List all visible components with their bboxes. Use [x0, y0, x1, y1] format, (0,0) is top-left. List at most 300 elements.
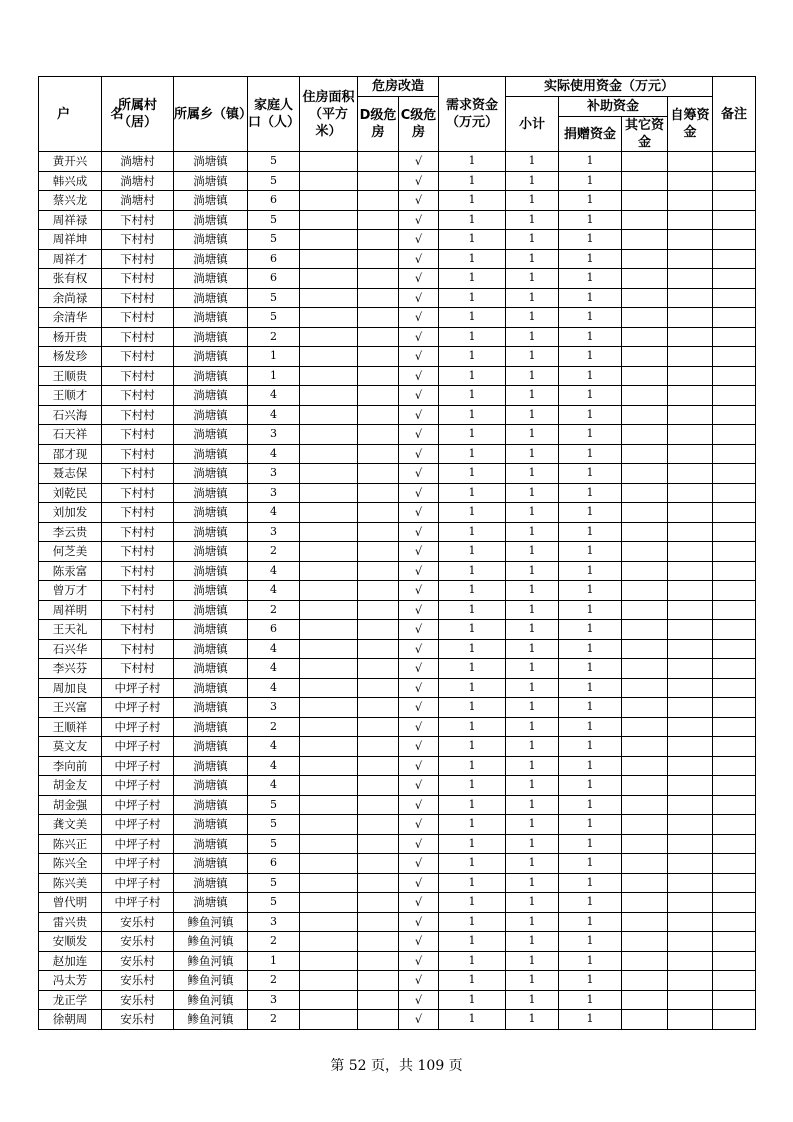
cell-donation: 1 [559, 620, 622, 640]
cell-subtotal: 1 [506, 795, 559, 815]
cell-need: 1 [439, 425, 506, 445]
cell-d-class [358, 366, 399, 386]
cell-self [668, 425, 713, 445]
cell-area [300, 191, 358, 211]
cell-donation: 1 [559, 581, 622, 601]
cell-village: 中坪子村 [102, 854, 174, 874]
cell-need: 1 [439, 678, 506, 698]
cell-name: 余尚禄 [39, 288, 102, 308]
cell-name: 陈兴全 [39, 854, 102, 874]
cell-area [300, 815, 358, 835]
cell-self [668, 366, 713, 386]
table-row [39, 405, 756, 425]
cell-d-class [358, 210, 399, 230]
cell-area [300, 230, 358, 250]
table-row [39, 269, 756, 289]
table-body [39, 152, 756, 1030]
cell-area [300, 1010, 358, 1030]
cell-d-class [358, 893, 399, 913]
cell-donation: 1 [559, 230, 622, 250]
cell-population: 3 [248, 698, 300, 718]
total-pages: 109 [417, 1058, 445, 1074]
cell-village: 安乐村 [102, 1010, 174, 1030]
cell-area [300, 698, 358, 718]
cell-remark [713, 347, 756, 367]
cell-village: 下村村 [102, 659, 174, 679]
cell-subtotal: 1 [506, 932, 559, 952]
cell-name: 胡金强 [39, 795, 102, 815]
table-row [39, 600, 756, 620]
cell-village: 下村村 [102, 444, 174, 464]
cell-d-class [358, 483, 399, 503]
cell-subtotal: 1 [506, 737, 559, 757]
cell-area [300, 854, 358, 874]
cell-town: 淌塘镇 [174, 386, 248, 406]
cell-population: 6 [248, 854, 300, 874]
cell-town: 淌塘镇 [174, 269, 248, 289]
cell-subtotal: 1 [506, 483, 559, 503]
cell-subtotal: 1 [506, 542, 559, 562]
cell-need: 1 [439, 873, 506, 893]
cell-name: 周祥才 [39, 249, 102, 269]
cell-village: 下村村 [102, 269, 174, 289]
cell-other [622, 288, 668, 308]
cell-c-class: √ [399, 191, 439, 211]
cell-village: 安乐村 [102, 912, 174, 932]
cell-town: 淌塘镇 [174, 834, 248, 854]
table-row [39, 542, 756, 562]
cell-subtotal: 1 [506, 756, 559, 776]
table-row [39, 464, 756, 484]
cell-town: 淌塘镇 [174, 425, 248, 445]
cell-remark [713, 191, 756, 211]
cell-d-class [358, 347, 399, 367]
cell-population: 1 [248, 951, 300, 971]
cell-town: 淌塘镇 [174, 347, 248, 367]
cell-donation: 1 [559, 210, 622, 230]
cell-need: 1 [439, 405, 506, 425]
cell-name: 陈兴美 [39, 873, 102, 893]
cell-self [668, 951, 713, 971]
cell-other [622, 678, 668, 698]
cell-area [300, 795, 358, 815]
cell-donation: 1 [559, 542, 622, 562]
cell-population: 5 [248, 873, 300, 893]
cell-c-class: √ [399, 347, 439, 367]
page-number: 52 [348, 1058, 367, 1074]
cell-subtotal: 1 [506, 893, 559, 913]
cell-donation: 1 [559, 756, 622, 776]
cell-other [622, 152, 668, 172]
cell-town: 淌塘镇 [174, 542, 248, 562]
cell-remark [713, 152, 756, 172]
cell-remark [713, 932, 756, 952]
header-renovation: 危房改造 [358, 77, 439, 97]
cell-remark [713, 1010, 756, 1030]
cell-population: 5 [248, 210, 300, 230]
cell-town: 淌塘镇 [174, 776, 248, 796]
cell-population: 5 [248, 171, 300, 191]
header-population: 家庭人口（人） [248, 77, 300, 152]
cell-area [300, 600, 358, 620]
cell-d-class [358, 932, 399, 952]
cell-village: 中坪子村 [102, 873, 174, 893]
cell-other [622, 581, 668, 601]
cell-self [668, 776, 713, 796]
cell-other [622, 503, 668, 523]
cell-area [300, 269, 358, 289]
cell-area [300, 951, 358, 971]
cell-other [622, 737, 668, 757]
cell-need: 1 [439, 171, 506, 191]
cell-remark [713, 893, 756, 913]
cell-need: 1 [439, 932, 506, 952]
cell-c-class: √ [399, 678, 439, 698]
cell-donation: 1 [559, 503, 622, 523]
header-c-class: C级危房 [399, 97, 439, 152]
cell-subtotal: 1 [506, 620, 559, 640]
cell-village: 安乐村 [102, 990, 174, 1010]
table-row [39, 834, 756, 854]
cell-self [668, 620, 713, 640]
cell-donation: 1 [559, 386, 622, 406]
cell-self [668, 639, 713, 659]
cell-self [668, 561, 713, 581]
cell-other [622, 971, 668, 991]
cell-c-class: √ [399, 834, 439, 854]
cell-self [668, 834, 713, 854]
cell-village: 安乐村 [102, 932, 174, 952]
cell-self [668, 308, 713, 328]
cell-d-class [358, 639, 399, 659]
cell-remark [713, 776, 756, 796]
cell-other [622, 425, 668, 445]
table-row [39, 366, 756, 386]
cell-c-class: √ [399, 210, 439, 230]
cell-population: 4 [248, 737, 300, 757]
table-row [39, 581, 756, 601]
cell-remark [713, 737, 756, 757]
cell-other [622, 854, 668, 874]
table-row [39, 327, 756, 347]
cell-d-class [358, 561, 399, 581]
cell-d-class [358, 1010, 399, 1030]
cell-area [300, 737, 358, 757]
cell-area [300, 678, 358, 698]
cell-need: 1 [439, 776, 506, 796]
cell-remark [713, 542, 756, 562]
cell-need: 1 [439, 210, 506, 230]
cell-other [622, 873, 668, 893]
cell-other [622, 1010, 668, 1030]
cell-area [300, 444, 358, 464]
cell-village: 下村村 [102, 366, 174, 386]
cell-other [622, 620, 668, 640]
cell-town: 淌塘镇 [174, 737, 248, 757]
cell-self [668, 912, 713, 932]
cell-self [668, 795, 713, 815]
header-name: 户 名 [39, 77, 102, 152]
cell-town: 淌塘镇 [174, 873, 248, 893]
cell-population: 2 [248, 327, 300, 347]
cell-town: 淌塘镇 [174, 522, 248, 542]
table-row [39, 678, 756, 698]
cell-subtotal: 1 [506, 951, 559, 971]
cell-name: 安顺发 [39, 932, 102, 952]
cell-d-class [358, 834, 399, 854]
cell-village: 下村村 [102, 561, 174, 581]
table-row [39, 893, 756, 913]
cell-c-class: √ [399, 425, 439, 445]
cell-donation: 1 [559, 776, 622, 796]
cell-name: 李云贵 [39, 522, 102, 542]
cell-donation: 1 [559, 366, 622, 386]
cell-self [668, 210, 713, 230]
cell-need: 1 [439, 249, 506, 269]
cell-area [300, 308, 358, 328]
cell-d-class [358, 620, 399, 640]
cell-remark [713, 971, 756, 991]
cell-subtotal: 1 [506, 834, 559, 854]
cell-c-class: √ [399, 776, 439, 796]
cell-need: 1 [439, 717, 506, 737]
cell-area [300, 366, 358, 386]
table-row [39, 756, 756, 776]
cell-d-class [358, 191, 399, 211]
table-row [39, 717, 756, 737]
cell-subtotal: 1 [506, 678, 559, 698]
cell-area [300, 347, 358, 367]
cell-area [300, 386, 358, 406]
cell-population: 5 [248, 834, 300, 854]
cell-subtotal: 1 [506, 522, 559, 542]
cell-town: 淌塘镇 [174, 717, 248, 737]
cell-population: 5 [248, 893, 300, 913]
cell-other [622, 464, 668, 484]
cell-village: 下村村 [102, 620, 174, 640]
cell-self [668, 737, 713, 757]
cell-c-class: √ [399, 386, 439, 406]
cell-other [622, 483, 668, 503]
cell-need: 1 [439, 659, 506, 679]
cell-population: 5 [248, 815, 300, 835]
cell-name: 王天礼 [39, 620, 102, 640]
cell-c-class: √ [399, 873, 439, 893]
cell-area [300, 639, 358, 659]
cell-town: 淌塘镇 [174, 327, 248, 347]
cell-name: 雷兴贵 [39, 912, 102, 932]
header-self: 自筹资金 [668, 97, 713, 152]
cell-name: 周祥坤 [39, 230, 102, 250]
cell-remark [713, 698, 756, 718]
cell-c-class: √ [399, 893, 439, 913]
cell-other [622, 366, 668, 386]
table-row [39, 483, 756, 503]
cell-c-class: √ [399, 912, 439, 932]
cell-town: 淌塘镇 [174, 171, 248, 191]
cell-c-class: √ [399, 464, 439, 484]
cell-other [622, 210, 668, 230]
cell-town: 鲹鱼河镇 [174, 1010, 248, 1030]
cell-donation: 1 [559, 1010, 622, 1030]
cell-remark [713, 815, 756, 835]
cell-village: 下村村 [102, 210, 174, 230]
cell-donation: 1 [559, 678, 622, 698]
cell-d-class [358, 678, 399, 698]
table-row [39, 795, 756, 815]
cell-self [668, 1010, 713, 1030]
table-header [39, 77, 756, 152]
cell-d-class [358, 288, 399, 308]
cell-area [300, 776, 358, 796]
cell-self [668, 152, 713, 172]
cell-c-class: √ [399, 1010, 439, 1030]
cell-donation: 1 [559, 249, 622, 269]
cell-name: 莫文友 [39, 737, 102, 757]
cell-donation: 1 [559, 737, 622, 757]
cell-name: 刘乾民 [39, 483, 102, 503]
cell-c-class: √ [399, 932, 439, 952]
cell-town: 淌塘镇 [174, 308, 248, 328]
cell-town: 淌塘镇 [174, 483, 248, 503]
table-row [39, 873, 756, 893]
table-row [39, 171, 756, 191]
cell-need: 1 [439, 269, 506, 289]
cell-remark [713, 795, 756, 815]
cell-town: 淌塘镇 [174, 464, 248, 484]
cell-village: 下村村 [102, 581, 174, 601]
cell-donation: 1 [559, 795, 622, 815]
cell-town: 淌塘镇 [174, 210, 248, 230]
cell-remark [713, 386, 756, 406]
cell-population: 1 [248, 366, 300, 386]
cell-c-class: √ [399, 249, 439, 269]
cell-area [300, 327, 358, 347]
cell-town: 淌塘镇 [174, 288, 248, 308]
cell-c-class: √ [399, 600, 439, 620]
cell-population: 2 [248, 717, 300, 737]
cell-c-class: √ [399, 737, 439, 757]
table-row [39, 347, 756, 367]
cell-population: 2 [248, 932, 300, 952]
cell-need: 1 [439, 522, 506, 542]
cell-self [668, 191, 713, 211]
cell-need: 1 [439, 444, 506, 464]
cell-subtotal: 1 [506, 815, 559, 835]
cell-town: 淌塘镇 [174, 893, 248, 913]
cell-remark [713, 483, 756, 503]
cell-population: 4 [248, 756, 300, 776]
cell-d-class [358, 542, 399, 562]
cell-donation: 1 [559, 152, 622, 172]
table-row [39, 191, 756, 211]
cell-self [668, 269, 713, 289]
cell-subtotal: 1 [506, 581, 559, 601]
cell-village: 下村村 [102, 347, 174, 367]
cell-d-class [358, 386, 399, 406]
cell-other [622, 230, 668, 250]
cell-other [622, 639, 668, 659]
cell-village: 下村村 [102, 249, 174, 269]
cell-self [668, 230, 713, 250]
cell-area [300, 990, 358, 1010]
cell-population: 5 [248, 230, 300, 250]
cell-remark [713, 288, 756, 308]
cell-donation: 1 [559, 191, 622, 211]
cell-area [300, 581, 358, 601]
cell-remark [713, 873, 756, 893]
cell-c-class: √ [399, 717, 439, 737]
cell-self [668, 600, 713, 620]
page-footer [0, 1055, 793, 1075]
cell-remark [713, 444, 756, 464]
cell-town: 鲹鱼河镇 [174, 932, 248, 952]
cell-self [668, 717, 713, 737]
cell-d-class [358, 756, 399, 776]
cell-donation: 1 [559, 327, 622, 347]
cell-d-class [358, 327, 399, 347]
cell-d-class [358, 405, 399, 425]
cell-population: 4 [248, 678, 300, 698]
cell-town: 淌塘镇 [174, 152, 248, 172]
cell-village: 中坪子村 [102, 834, 174, 854]
cell-self [668, 893, 713, 913]
cell-need: 1 [439, 795, 506, 815]
cell-d-class [358, 522, 399, 542]
cell-self [668, 854, 713, 874]
cell-remark [713, 425, 756, 445]
cell-village: 中坪子村 [102, 893, 174, 913]
cell-town: 淌塘镇 [174, 191, 248, 211]
cell-donation: 1 [559, 698, 622, 718]
header-actual: 实际使用资金（万元） [506, 77, 713, 97]
cell-self [668, 444, 713, 464]
cell-population: 6 [248, 269, 300, 289]
cell-other [622, 893, 668, 913]
cell-subtotal: 1 [506, 308, 559, 328]
cell-need: 1 [439, 815, 506, 835]
cell-other [622, 776, 668, 796]
cell-subtotal: 1 [506, 425, 559, 445]
cell-other [622, 249, 668, 269]
cell-donation: 1 [559, 561, 622, 581]
cell-need: 1 [439, 951, 506, 971]
cell-donation: 1 [559, 717, 622, 737]
cell-area [300, 620, 358, 640]
cell-need: 1 [439, 191, 506, 211]
cell-c-class: √ [399, 522, 439, 542]
cell-name: 石兴海 [39, 405, 102, 425]
cell-self [668, 815, 713, 835]
cell-name: 邵才现 [39, 444, 102, 464]
table-row [39, 152, 756, 172]
cell-donation: 1 [559, 639, 622, 659]
cell-name: 徐朝周 [39, 1010, 102, 1030]
cell-name: 王顺才 [39, 386, 102, 406]
cell-village: 下村村 [102, 464, 174, 484]
header-village: 所属村（居） [102, 77, 174, 152]
cell-self [668, 971, 713, 991]
cell-need: 1 [439, 834, 506, 854]
cell-population: 4 [248, 561, 300, 581]
cell-population: 2 [248, 1010, 300, 1030]
cell-d-class [358, 269, 399, 289]
cell-name: 李向前 [39, 756, 102, 776]
cell-name: 陈汞富 [39, 561, 102, 581]
cell-self [668, 990, 713, 1010]
cell-subtotal: 1 [506, 386, 559, 406]
cell-subtotal: 1 [506, 600, 559, 620]
